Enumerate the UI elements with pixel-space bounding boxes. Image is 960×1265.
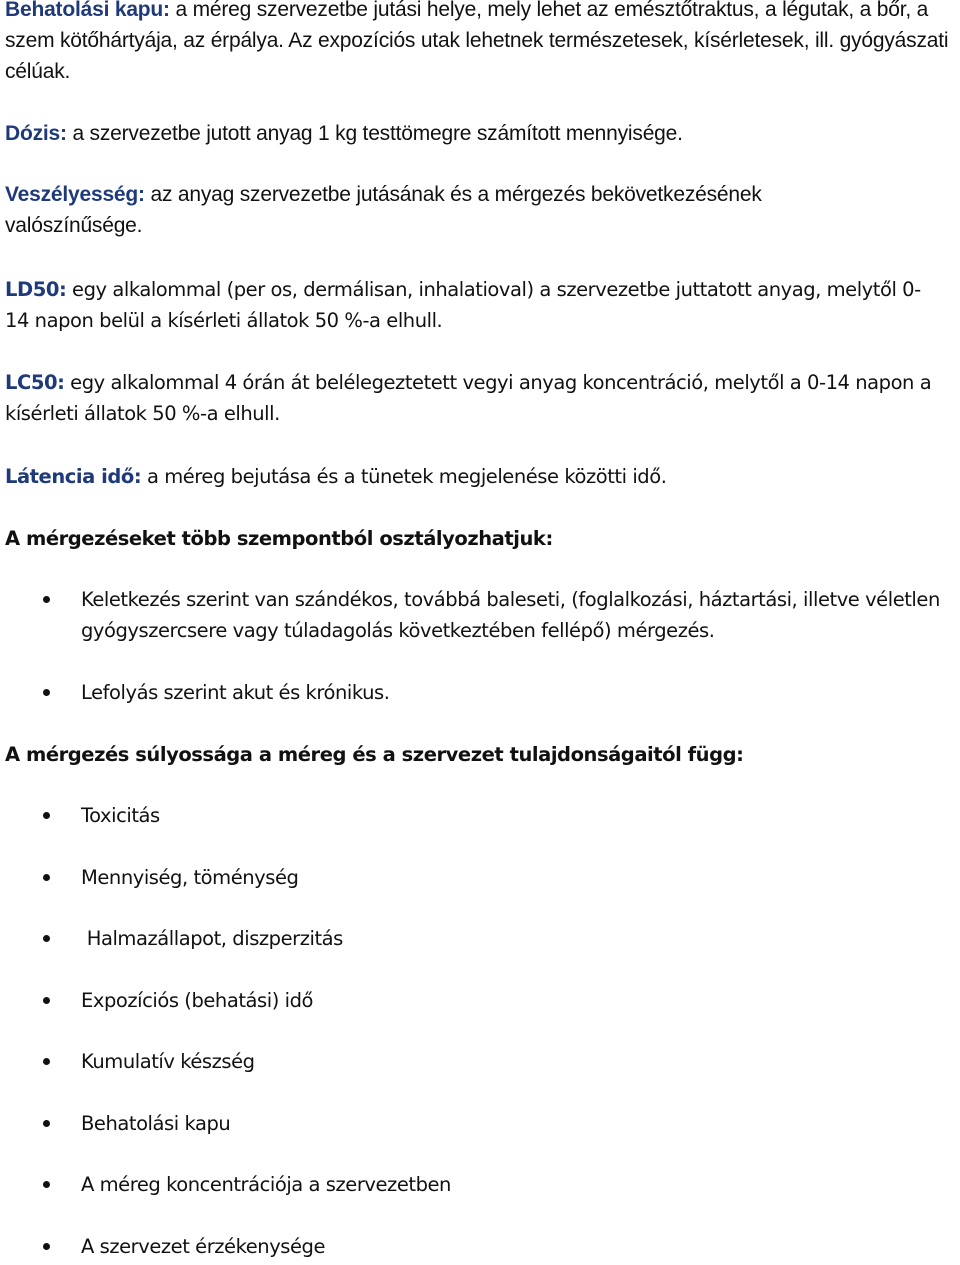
definition-text: a méreg szervezetbe jutási helye, mely lehet az emésztőtraktus, a légutak, a bőr, a szem kötőhártyája, az érpálya. Az expozíciós utak lehetnek természetesek, kísérletesek, ill. gyógyászati célúak. bbox=[5, 0, 949, 83]
list-item bbox=[5, 1046, 955, 1108]
list-item bbox=[5, 862, 955, 924]
severity-heading: A mérgezés súlyossága a méreg és a szervezet tulajdonságaitól függ: bbox=[5, 743, 744, 766]
definition-text: a méreg bejutása és a tünetek megjelenése közötti idő. bbox=[141, 465, 667, 488]
definition-term: LD50: bbox=[5, 278, 67, 301]
definition-term: Veszélyesség: bbox=[5, 183, 145, 206]
bullet-icon bbox=[43, 596, 50, 603]
definition-term: Dózis: bbox=[5, 122, 67, 145]
classification-list bbox=[5, 584, 955, 708]
definition-term: LC50: bbox=[5, 371, 65, 394]
list-item bbox=[5, 1231, 955, 1262]
list-item-text: Kumulatív készség bbox=[81, 1050, 255, 1073]
definition-lc50 bbox=[5, 367, 945, 429]
bullet-icon bbox=[43, 935, 50, 942]
bullet-icon bbox=[43, 1243, 50, 1250]
bullet-icon bbox=[43, 1058, 50, 1065]
list-item-text: Toxicitás bbox=[81, 804, 160, 827]
definition-behatolasi-kapu bbox=[5, 0, 960, 87]
definition-text: egy alkalommal (per os, dermálisan, inhalatioval) a szervezetbe juttatott anyag, melytől 0-14 napon belül a kísérleti állatok 50 %-a elhull. bbox=[5, 278, 921, 332]
definition-text: a szervezetbe jutott anyag 1 kg testtömegre számított mennyisége. bbox=[66, 122, 683, 145]
list-item-text: Expozíciós (behatási) idő bbox=[81, 988, 313, 1012]
definition-text: az anyag szervezetbe jutásának és a mérgezés bekövetkezésének valószínűsége. bbox=[5, 183, 762, 237]
list-item bbox=[5, 584, 955, 677]
definition-text: egy alkalommal 4 órán át belélegeztetett vegyi anyag koncentráció, melytől a 0-14 napon a kísérleti állatok 50 %-a elhull. bbox=[5, 371, 932, 425]
list-item bbox=[5, 677, 955, 708]
bullet-icon bbox=[43, 689, 50, 696]
list-item-text: Keletkezés szerint van szándékos, továbbá baleseti, (foglalkozási, háztartási, illetve véletlen gyógyszercsere vagy túladagolás következtében fellépő) mérgezés. bbox=[81, 588, 940, 642]
bullet-icon bbox=[43, 1181, 50, 1188]
definition-dozis bbox=[5, 118, 683, 149]
list-item-text: A szervezet érzékenysége bbox=[81, 1234, 326, 1258]
definition-veszelyesseg bbox=[5, 179, 865, 241]
definition-latencia-ido bbox=[5, 461, 666, 492]
list-item bbox=[5, 923, 955, 985]
list-item-text: Halmazállapot, diszperzitás bbox=[81, 927, 343, 950]
list-item-text: Lefolyás szerint akut és krónikus. bbox=[81, 681, 390, 704]
bullet-icon bbox=[43, 997, 50, 1004]
definition-term: Behatolási kapu: bbox=[5, 0, 170, 21]
severity-list bbox=[5, 800, 955, 1262]
list-item-text: Behatolási kapu bbox=[81, 1111, 231, 1135]
list-item bbox=[5, 800, 955, 862]
bullet-icon bbox=[43, 1120, 50, 1127]
bullet-icon bbox=[43, 874, 50, 881]
list-item-text: Mennyiség, töménység bbox=[81, 865, 299, 889]
classification-heading: A mérgezéseket több szempontból osztályozhatjuk: bbox=[5, 527, 553, 550]
list-item-text: A méreg koncentrációja a szervezetben bbox=[81, 1173, 451, 1196]
definition-term: Látencia idő: bbox=[5, 465, 142, 488]
list-item bbox=[5, 1169, 955, 1231]
bullet-icon bbox=[43, 812, 50, 819]
definition-ld50 bbox=[5, 274, 925, 336]
list-item bbox=[5, 985, 955, 1047]
list-item bbox=[5, 1108, 955, 1170]
